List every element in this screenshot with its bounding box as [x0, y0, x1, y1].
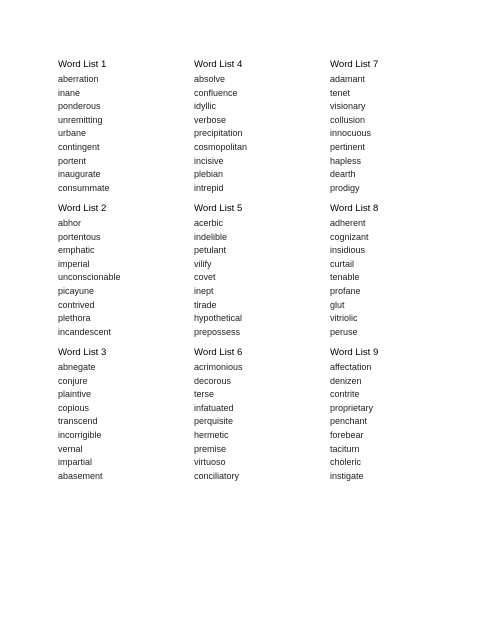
word-item: aberration [58, 74, 99, 84]
word-list-title: Word List 1 [58, 59, 107, 70]
word-item: confluence [194, 87, 238, 98]
word-item: unconscionable [58, 272, 121, 283]
word-item: hypothetical [194, 313, 243, 324]
word-list-title: Word List 7 [330, 59, 379, 70]
word-item: adherent [330, 218, 366, 228]
word-item: conciliatory [194, 470, 240, 481]
word-item: ponderous [58, 101, 101, 112]
word-item: taciturn [330, 443, 360, 454]
word-list-8 [330, 203, 460, 339]
word-item: infatuated [194, 402, 234, 413]
word-item: hapless [330, 155, 362, 166]
word-item: proprietary [330, 402, 374, 413]
word-item: premise [194, 443, 227, 454]
word-item: innocuous [330, 128, 372, 139]
word-item: contrived [58, 299, 95, 310]
word-list-title: Word List 4 [194, 59, 243, 70]
word-item: instigate [330, 470, 364, 481]
word-item: perquisite [194, 416, 234, 427]
word-item: incorrigible [58, 429, 102, 440]
word-item: contingent [58, 141, 100, 152]
word-item: verbose [194, 114, 227, 125]
word-item: covet [194, 272, 216, 283]
word-item: petulant [194, 245, 227, 256]
word-list-title: Word List 8 [330, 203, 379, 214]
word-item: incisive [194, 155, 224, 166]
word-item: incandescent [58, 326, 112, 337]
word-item: pertinent [330, 141, 366, 152]
word-item: contrite [330, 389, 360, 400]
word-item: penchant [330, 416, 368, 427]
word-item: intrepid [194, 182, 224, 193]
word-item: virtuoso [194, 457, 226, 468]
word-item: emphatic [58, 245, 95, 256]
word-item: indelible [194, 231, 228, 242]
word-item: dearth [330, 169, 356, 180]
word-list-title: Word List 2 [58, 203, 107, 214]
word-item: precipitation [194, 128, 243, 139]
word-item: inaugurate [58, 169, 101, 180]
word-item: forebear [330, 429, 364, 440]
word-item: transcend [58, 416, 98, 427]
word-list-9 [330, 347, 460, 483]
word-list-5 [194, 203, 324, 339]
word-item: inane [58, 87, 81, 98]
word-item: visionary [330, 101, 366, 112]
word-item: profane [330, 285, 361, 296]
word-item: decorous [194, 375, 232, 386]
word-item: imperial [58, 258, 90, 269]
word-list-6 [194, 347, 324, 483]
word-list-1 [58, 59, 188, 195]
word-list-7 [330, 59, 460, 195]
word-item: consummate [58, 182, 110, 193]
word-item: plaintive [58, 389, 92, 400]
word-list-title: Word List 3 [58, 347, 107, 358]
word-item: copious [58, 402, 90, 413]
word-item: adamant [330, 74, 366, 84]
word-item: hermetic [194, 429, 229, 440]
word-item: collusion [330, 114, 366, 125]
word-item: acerbic [194, 218, 224, 228]
word-item: insidious [330, 245, 366, 256]
word-item: absolve [194, 74, 226, 84]
word-list-3 [58, 347, 188, 483]
word-list-2 [58, 203, 188, 339]
word-item: tenable [330, 272, 360, 283]
word-item: curtail [330, 258, 355, 269]
word-item: peruse [330, 326, 358, 337]
word-item: tirade [194, 299, 217, 310]
word-item: picayune [58, 285, 95, 296]
word-item: conjure [58, 375, 88, 386]
word-item: abnegate [58, 362, 96, 372]
word-list-title: Word List 6 [194, 347, 243, 358]
word-item: abhor [58, 218, 82, 228]
word-item: acrimonious [194, 362, 243, 372]
word-item: idyllic [194, 101, 217, 112]
word-item: vernal [58, 443, 83, 454]
word-item: tenet [330, 87, 351, 98]
word-list-4 [194, 59, 324, 195]
word-item: urbane [58, 128, 87, 139]
word-item: impartial [58, 457, 93, 468]
word-item: prepossess [194, 326, 241, 337]
word-item: vitriolic [330, 313, 358, 324]
word-item: affectation [330, 362, 372, 372]
word-item: inept [194, 285, 214, 296]
word-item: unremitting [58, 114, 103, 125]
word-item: vilify [194, 258, 212, 269]
word-item: choleric [330, 457, 362, 468]
word-item: cognizant [330, 231, 369, 242]
word-item: prodigy [330, 182, 360, 193]
word-item: cosmopolitan [194, 141, 248, 152]
word-item: terse [194, 389, 215, 400]
word-item: plethora [58, 313, 91, 324]
word-item: denizen [330, 375, 362, 386]
word-item: glut [330, 299, 345, 310]
word-item: plebian [194, 169, 224, 180]
word-item: abasement [58, 470, 103, 481]
word-list-title: Word List 9 [330, 347, 379, 358]
word-list-title: Word List 5 [194, 203, 243, 214]
word-item: portentous [58, 231, 101, 242]
word-item: portent [58, 155, 87, 166]
